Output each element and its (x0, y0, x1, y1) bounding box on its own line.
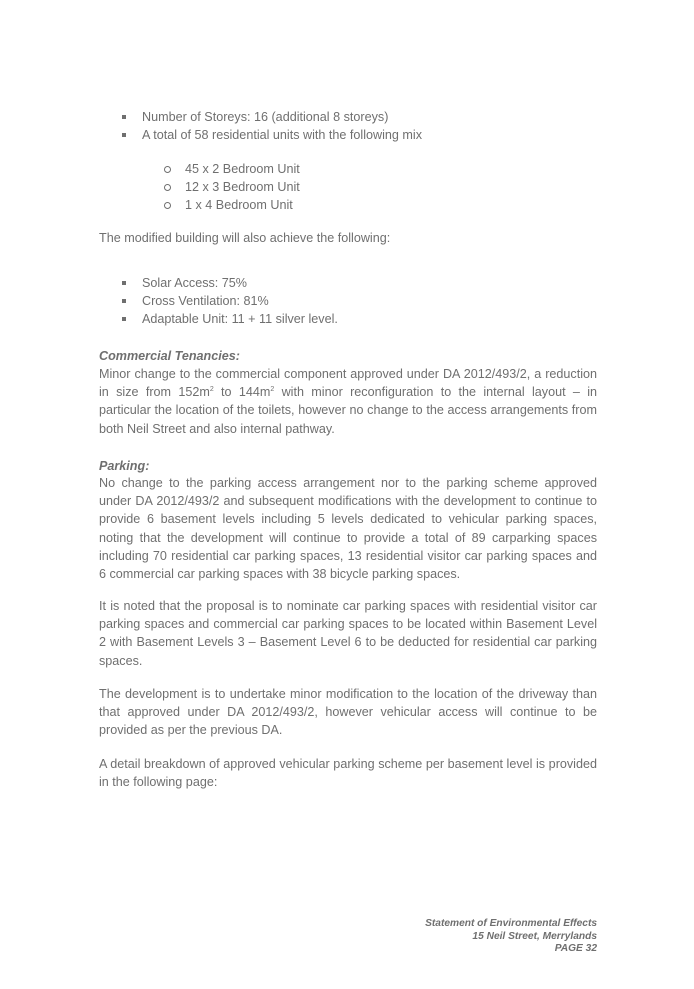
commercial-text-b: to 144m (213, 385, 271, 400)
parking-paragraph-1: No change to the parking access arrangement nor to the parking scheme approved under DA 2012/493/2 and subsequent modifications with the development to continue to provide 6 basement levels including 5 levels dedicated to vehicular parking spaces, noting that the development will continue to provide a total of 89 carparking spaces including 70 residential car parking spaces, 13 residential visitor car parking spaces and 6 commercial car parking spaces with 38 bicycle parking spaces. (99, 476, 597, 582)
list-item: Number of Storeys: 16 (additional 8 storeys) (120, 108, 422, 126)
parking-paragraph-2: It is noted that the proposal is to nominate car parking spaces with residential visitor car parking spaces and commercial car parking spaces to be located within Basement Level 2 with Basement Levels 3 – Basement Level 6 to be deducted for residential car parking spaces. (99, 599, 597, 668)
commercial-text-a: Minor change to the commercial component approved under DA 2012/493/2, a reduction in size from 152m (99, 367, 597, 400)
unit-mix-list (164, 160, 300, 214)
list-item: 12 x 3 Bedroom Unit (164, 178, 300, 196)
list-item: A total of 58 residential units with the following mix (120, 126, 422, 144)
commercial-heading: Commercial Tenancies: (99, 349, 240, 363)
list-item: 45 x 2 Bedroom Unit (164, 160, 300, 178)
footer-address: 15 Neil Street, Merrylands (472, 930, 597, 942)
list-item: Solar Access: 75% (120, 274, 338, 292)
superscript: 2 (270, 386, 275, 394)
footer-title: Statement of Environmental Effects (425, 918, 597, 929)
page-number: PAGE 32 (554, 943, 597, 954)
achievements-list (120, 274, 338, 328)
list-item: Cross Ventilation: 81% (120, 292, 338, 310)
achieve-intro: The modified building will also achieve the following: (99, 231, 391, 245)
superscript: 2 (209, 386, 214, 394)
storeys-units-list (120, 108, 422, 144)
page-footer (425, 918, 597, 956)
list-item: Adaptable Unit: 11 + 11 silver level. (120, 310, 338, 328)
commercial-text-c: with minor reconfiguration to the internal layout – in particular the location of the toilets, however no change to the access arrangements from both Neil Street and also internal pathway. (99, 385, 597, 436)
parking-paragraph-3: The development is to undertake minor modification to the location of the driveway than that approved under DA 2012/493/2, however vehicular access will continue to be provided as per the previous DA. (99, 687, 597, 738)
parking-heading: Parking: (99, 459, 150, 473)
commercial-paragraph (99, 365, 597, 438)
parking-paragraph-4: A detail breakdown of approved vehicular parking scheme per basement level is provided in the following page: (99, 757, 597, 790)
list-item: 1 x 4 Bedroom Unit (164, 196, 300, 214)
